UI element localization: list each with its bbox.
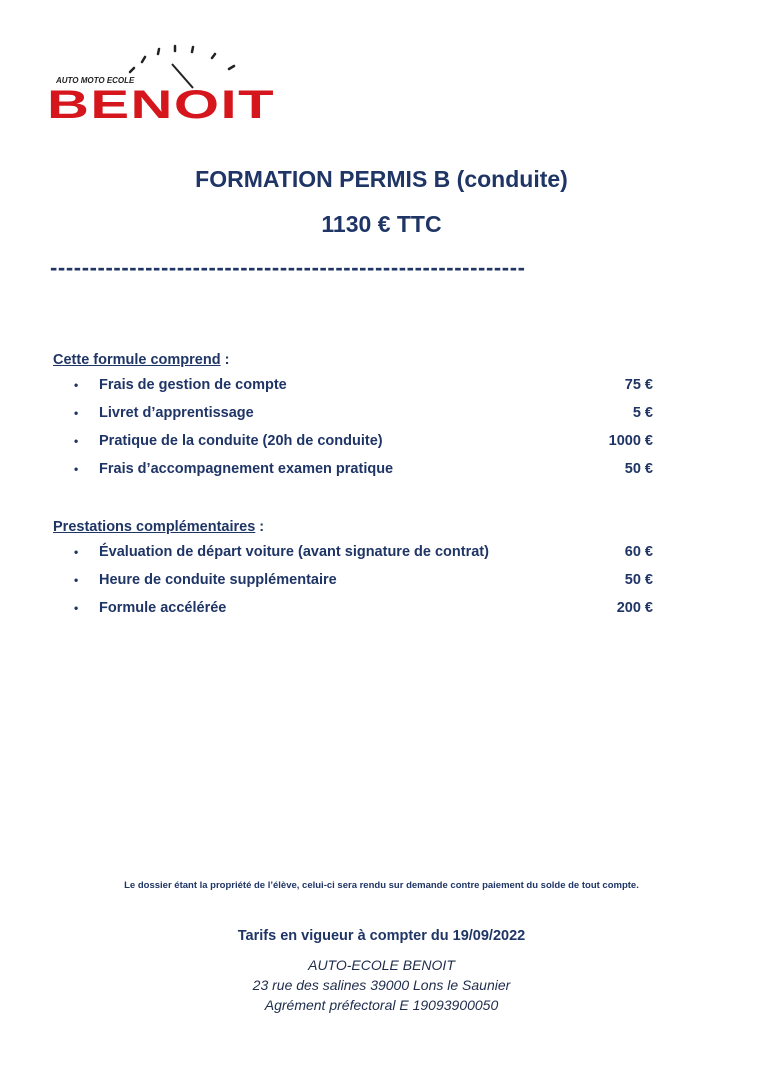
list-item <box>53 427 653 455</box>
item-price: 50 € <box>624 461 653 477</box>
extras-heading-text: Prestations complémentaires <box>53 519 256 535</box>
bullet-icon: • <box>74 601 79 615</box>
item-label: Frais d’accompagnement examen pratique <box>99 461 394 477</box>
item-price: 5 € <box>632 405 653 421</box>
bullet-icon: • <box>74 434 79 448</box>
address-line: AUTO-ECOLE BENOIT <box>308 957 455 973</box>
logo-small-text: AUTO MOTO ECOLE <box>56 76 135 85</box>
speedometer-logo-icon <box>44 42 280 126</box>
extras-heading <box>53 516 653 538</box>
list-item <box>53 594 653 622</box>
item-label: Évaluation de départ voiture (avant signature de contrat) <box>99 544 489 560</box>
extras-heading-suffix: : <box>255 519 265 535</box>
list-item <box>53 538 653 566</box>
address-block <box>0 955 763 1015</box>
logo-brand-text: BENOIT <box>47 83 275 126</box>
item-price: 50 € <box>624 572 653 588</box>
separator-line: ------------------------------------------------------------ <box>50 255 526 280</box>
page-title: FORMATION PERMIS B (conduite) <box>195 166 568 192</box>
address-line: 23 rue des salines 39000 Lons le Saunier <box>252 977 511 993</box>
bullet-icon: • <box>74 573 79 587</box>
logo <box>44 42 280 126</box>
list-item <box>53 371 653 399</box>
tarifs-date: Tarifs en vigueur à compter du 19/09/2022 <box>237 928 526 944</box>
item-label: Formule accélérée <box>99 600 227 616</box>
bullet-icon: • <box>74 545 79 559</box>
bullet-icon: • <box>74 406 79 420</box>
total-price: 1130 € TTC <box>321 211 442 237</box>
list-item <box>53 399 653 427</box>
bullet-icon: • <box>74 462 79 476</box>
list-item <box>53 566 653 594</box>
item-price: 200 € <box>616 600 653 616</box>
item-price: 75 € <box>624 377 653 393</box>
included-section <box>53 349 653 483</box>
notice-text: Le dossier étant la propriété de l’élève, celui-ci sera rendu sur demande contre paiement du solde de tout compte. <box>124 880 639 891</box>
bullet-icon: • <box>74 378 79 392</box>
included-heading <box>53 349 653 371</box>
included-heading-text: Cette formule comprend <box>53 352 221 368</box>
item-label: Livret d’apprentissage <box>99 405 254 421</box>
item-label: Heure de conduite supplémentaire <box>99 572 337 588</box>
item-label: Frais de gestion de compte <box>99 377 287 393</box>
item-label: Pratique de la conduite (20h de conduite) <box>99 433 383 449</box>
extras-list <box>53 538 653 622</box>
included-list <box>53 371 653 483</box>
item-price: 60 € <box>624 544 653 560</box>
address-line: Agrément préfectoral E 19093900050 <box>264 997 499 1013</box>
item-price: 1000 € <box>608 433 653 449</box>
list-item <box>53 455 653 483</box>
included-heading-suffix: : <box>220 352 230 368</box>
extras-section <box>53 516 653 622</box>
